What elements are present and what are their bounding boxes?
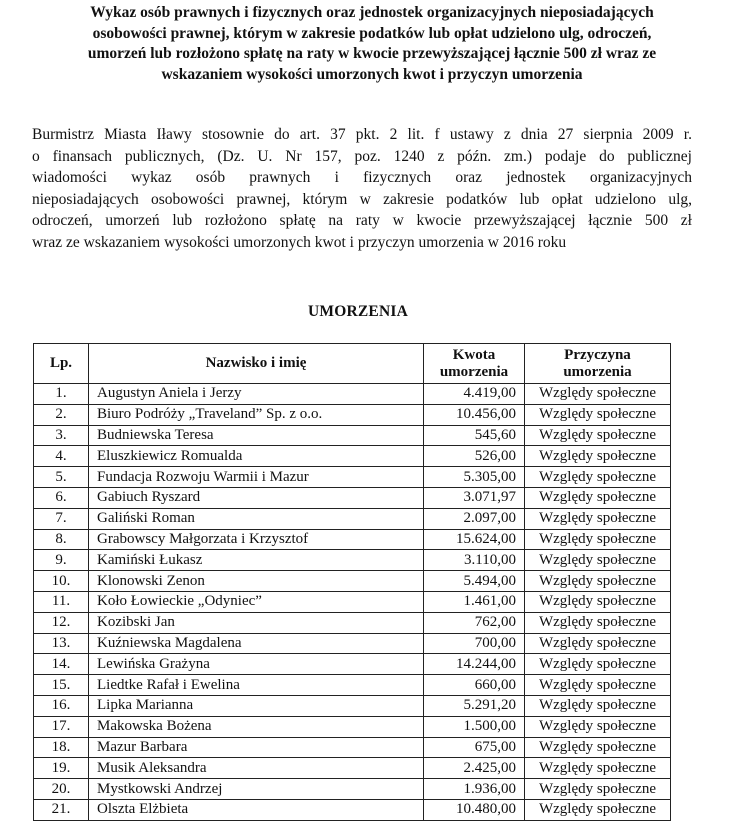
cell-lp: 12. xyxy=(34,612,89,633)
table-row xyxy=(34,446,671,467)
title-line: osobowości prawnej, którym w zakresie podatków lub opłat udzielono ulg, odroczeń, xyxy=(92,24,652,42)
cell-name: Eluszkiewicz Romualda xyxy=(89,446,424,467)
cell-lp: 18. xyxy=(34,737,89,758)
table-row xyxy=(34,799,671,820)
cell-amount: 14.244,00 xyxy=(424,654,525,675)
cell-name: Mazur Barbara xyxy=(89,737,424,758)
cell-name: Kuźniewska Magdalena xyxy=(89,633,424,654)
cell-name: Fundacja Rozwoju Warmii i Mazur xyxy=(89,467,424,488)
cell-amount: 2.097,00 xyxy=(424,508,525,529)
cell-name: Mystkowski Andrzej xyxy=(89,779,424,800)
cell-amount: 1.461,00 xyxy=(424,591,525,612)
cell-amount: 10.480,00 xyxy=(424,799,525,820)
cell-lp: 14. xyxy=(34,654,89,675)
cell-reason: Względy społeczne xyxy=(525,675,671,696)
cell-amount: 1.500,00 xyxy=(424,716,525,737)
cell-lp: 17. xyxy=(34,716,89,737)
table-row xyxy=(34,675,671,696)
table-row xyxy=(34,529,671,550)
cell-reason: Względy społeczne xyxy=(525,446,671,467)
cell-lp: 4. xyxy=(34,446,89,467)
table-row xyxy=(34,467,671,488)
remissions-table xyxy=(33,343,671,821)
cell-name: Koło Łowieckie „Odyniec” xyxy=(89,591,424,612)
cell-name: Augustyn Aniela i Jerzy xyxy=(89,384,424,405)
cell-name: Gabiuch Ryszard xyxy=(89,487,424,508)
cell-name: Biuro Podróży „Traveland” Sp. z o.o. xyxy=(89,404,424,425)
cell-reason: Względy społeczne xyxy=(525,758,671,779)
cell-reason: Względy społeczne xyxy=(525,716,671,737)
cell-amount: 5.291,20 xyxy=(424,695,525,716)
header-reason xyxy=(525,344,671,384)
intro-line: nieposiadających osobowości prawnej, którym w zakresie podatków lub opłat udzielono ulg, xyxy=(32,190,692,208)
cell-amount: 660,00 xyxy=(424,675,525,696)
cell-amount: 15.624,00 xyxy=(424,529,525,550)
cell-reason: Względy społeczne xyxy=(525,779,671,800)
intro-line: wiadomości wykaz osób prawnych i fizycznych oraz jednostek organizacyjnych xyxy=(32,169,692,187)
cell-lp: 7. xyxy=(34,508,89,529)
cell-reason: Względy społeczne xyxy=(525,529,671,550)
title-line: Wykaz osób prawnych i fizycznych oraz jednostek organizacyjnych nieposiadających xyxy=(90,4,654,21)
table-row xyxy=(34,779,671,800)
cell-name: Kozibski Jan xyxy=(89,612,424,633)
cell-name: Grabowscy Małgorzata i Krzysztof xyxy=(89,529,424,550)
cell-amount: 545,60 xyxy=(424,425,525,446)
table-row xyxy=(34,695,671,716)
intro-line: odroczeń, umorzeń lub rozłożono spłatę na raty w kwocie przewyższającej łącznie 500 zł xyxy=(32,212,692,230)
cell-reason: Względy społeczne xyxy=(525,737,671,758)
cell-name: Budniewska Teresa xyxy=(89,425,424,446)
cell-lp: 21. xyxy=(34,799,89,820)
table-row xyxy=(34,612,671,633)
cell-reason: Względy społeczne xyxy=(525,695,671,716)
intro-line: Burmistrz Miasta Iławy stosownie do art. 37 pkt. 2 lit. f ustawy z dnia 27 sierpnia 2009 r. xyxy=(32,126,692,143)
table-row xyxy=(34,591,671,612)
header-amount xyxy=(424,344,525,384)
cell-amount: 5.494,00 xyxy=(424,571,525,592)
cell-reason: Względy społeczne xyxy=(525,425,671,446)
cell-lp: 8. xyxy=(34,529,89,550)
header-name: Nazwisko i imię xyxy=(89,344,424,384)
cell-amount: 700,00 xyxy=(424,633,525,654)
cell-reason: Względy społeczne xyxy=(525,467,671,488)
header-lp: Lp. xyxy=(34,344,89,384)
cell-amount: 4.419,00 xyxy=(424,384,525,405)
table-row xyxy=(34,425,671,446)
header-reason-line2: umorzenia xyxy=(563,363,632,380)
cell-amount: 5.305,00 xyxy=(424,467,525,488)
header-amount-line1: Kwota xyxy=(452,346,496,363)
table-row xyxy=(34,633,671,654)
cell-lp: 5. xyxy=(34,467,89,488)
cell-lp: 19. xyxy=(34,758,89,779)
header-reason-line1: Przyczyna xyxy=(564,346,631,363)
cell-lp: 9. xyxy=(34,550,89,571)
cell-lp: 6. xyxy=(34,487,89,508)
cell-reason: Względy społeczne xyxy=(525,550,671,571)
cell-amount: 762,00 xyxy=(424,612,525,633)
table-header-row xyxy=(34,344,671,384)
cell-reason: Względy społeczne xyxy=(525,384,671,405)
cell-lp: 1. xyxy=(34,384,89,405)
cell-lp: 16. xyxy=(34,695,89,716)
table-row xyxy=(34,654,671,675)
intro-line: wraz ze wskazaniem wysokości umorzonych kwot i przyczyn umorzenia w 2016 roku xyxy=(32,233,567,251)
document-title xyxy=(14,3,730,85)
cell-name: Lewińska Grażyna xyxy=(89,654,424,675)
cell-name: Klonowski Zenon xyxy=(89,571,424,592)
cell-lp: 3. xyxy=(34,425,89,446)
cell-amount: 3.110,00 xyxy=(424,550,525,571)
cell-lp: 2. xyxy=(34,404,89,425)
cell-reason: Względy społeczne xyxy=(525,633,671,654)
header-amount-line2: umorzenia xyxy=(439,363,509,380)
cell-name: Musik Aleksandra xyxy=(89,758,424,779)
table-row xyxy=(34,404,671,425)
cell-amount: 526,00 xyxy=(424,446,525,467)
cell-reason: Względy społeczne xyxy=(525,591,671,612)
table-row xyxy=(34,508,671,529)
cell-amount: 2.425,00 xyxy=(424,758,525,779)
cell-amount: 675,00 xyxy=(424,737,525,758)
title-line: umorzeń lub rozłożono spłatę na raty w kwocie przewyższającej łącznie 500 zł wraz ze xyxy=(87,45,657,62)
table-row xyxy=(34,550,671,571)
table-row xyxy=(34,384,671,405)
intro-line: o finansach publicznych, (Dz. U. Nr 157, poz. 1240 z późn. zm.) podaje do publicznej xyxy=(32,147,692,165)
cell-lp: 20. xyxy=(34,779,89,800)
cell-name: Makowska Bożena xyxy=(89,716,424,737)
cell-reason: Względy społeczne xyxy=(525,487,671,508)
cell-lp: 11. xyxy=(34,591,89,612)
table-row xyxy=(34,487,671,508)
cell-reason: Względy społeczne xyxy=(525,612,671,633)
cell-amount: 10.456,00 xyxy=(424,404,525,425)
cell-amount: 3.071,97 xyxy=(424,487,525,508)
table-row xyxy=(34,571,671,592)
cell-amount: 1.936,00 xyxy=(424,779,525,800)
cell-lp: 10. xyxy=(34,571,89,592)
cell-name: Lipka Marianna xyxy=(89,695,424,716)
cell-reason: Względy społeczne xyxy=(525,799,671,820)
cell-name: Olszta Elżbieta xyxy=(89,799,424,820)
intro-paragraph xyxy=(32,124,692,254)
table-row xyxy=(34,737,671,758)
cell-name: Liedtke Rafał i Ewelina xyxy=(89,675,424,696)
cell-lp: 13. xyxy=(34,633,89,654)
cell-name: Galiński Roman xyxy=(89,508,424,529)
cell-reason: Względy społeczne xyxy=(525,404,671,425)
cell-reason: Względy społeczne xyxy=(525,571,671,592)
section-title: UMORZENIA xyxy=(308,303,408,320)
cell-reason: Względy społeczne xyxy=(525,508,671,529)
cell-name: Kamiński Łukasz xyxy=(89,550,424,571)
table-row xyxy=(34,758,671,779)
cell-lp: 15. xyxy=(34,675,89,696)
cell-reason: Względy społeczne xyxy=(525,654,671,675)
title-line: wskazaniem wysokości umorzonych kwot i przyczyn umorzenia xyxy=(161,65,583,83)
table-body xyxy=(34,384,671,821)
table-row xyxy=(34,716,671,737)
